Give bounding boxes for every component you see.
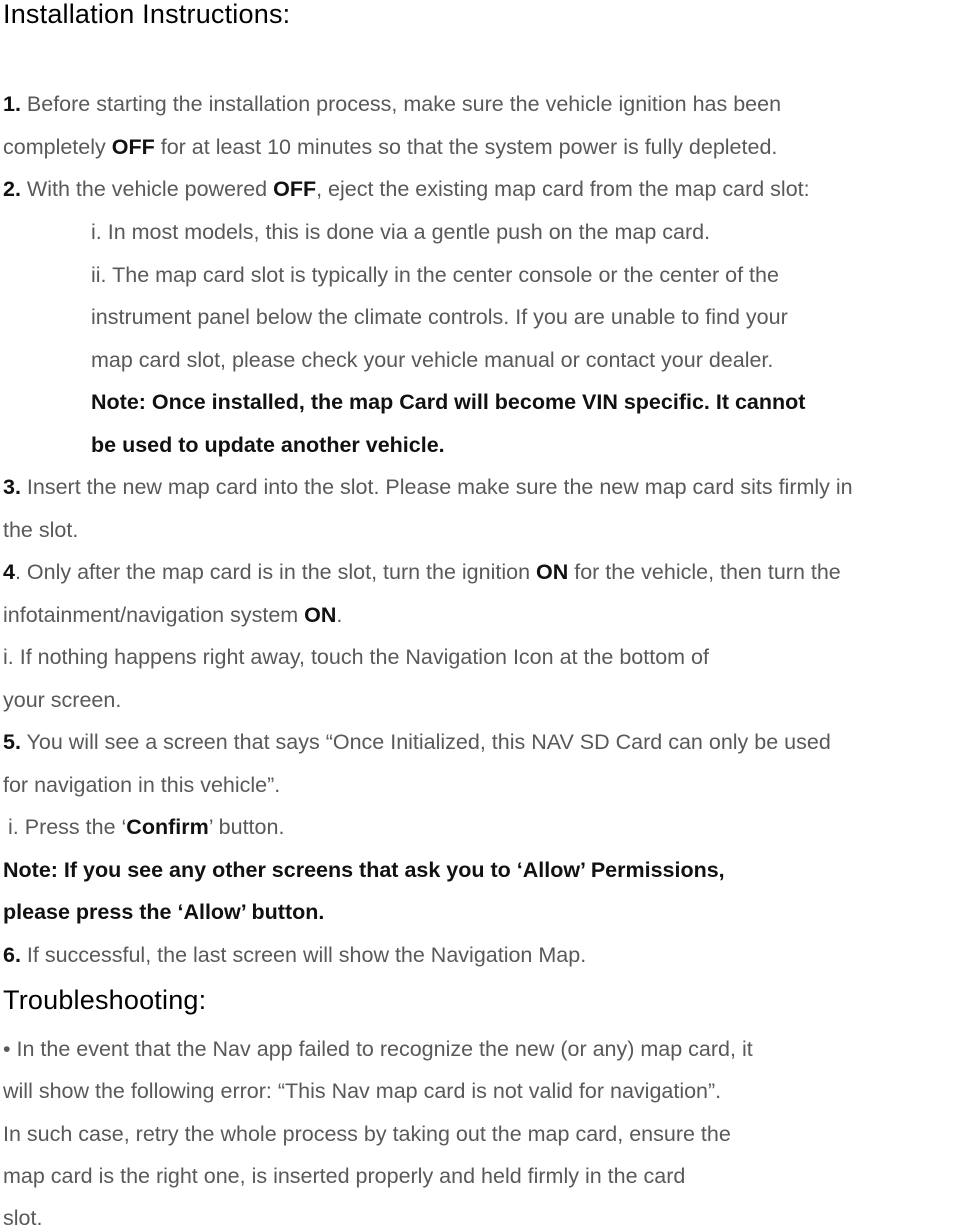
step-2-line-1 [3, 175, 810, 203]
step-5-text: You will see a screen that says “Once Initialized, this NAV SD Card can only be used [20, 730, 831, 754]
troubleshooting-heading: Troubleshooting: [3, 985, 207, 1015]
installation-heading: Installation Instructions: [3, 0, 291, 29]
step-3-text: Insert the new map card into the slot. Please make sure the new map card sits firmly in [20, 475, 853, 499]
step-1-line-2 [3, 133, 777, 161]
step-5-line-2: for navigation in this vehicle”. [3, 773, 281, 797]
step-2-text-c: , eject the existing map card from the map card slot: [316, 177, 810, 201]
step-2-sub-i: i. In most models, this is done via a gentle push on the map card. [91, 220, 711, 244]
step-3-number: 3. [3, 475, 21, 499]
step-1-text-c: for at least 10 minutes so that the system power is fully depleted. [154, 135, 778, 159]
step-4-text-e: . [336, 603, 343, 627]
confirm-emphasis: Confirm [126, 815, 209, 839]
step-1-text-a: completely [3, 135, 112, 159]
step-4-text-a: . Only after the map card is in the slot, turn the ignition [14, 560, 537, 584]
troubleshooting-line-2: will show the following error: “This Nav map card is not valid for navigation”. [3, 1079, 722, 1103]
step-4-sub-i-line-1: i. If nothing happens right away, touch the Navigation Icon at the bottom of [3, 645, 709, 669]
step-5-note-line-1: Note: If you see any other screens that ask you to ‘Allow’ Permissions, [3, 858, 725, 882]
step-2-note-line-2: be used to update another vehicle. [91, 433, 445, 457]
step-2-sub-ii-line-3: map card slot, please check your vehicle manual or contact your dealer. [91, 348, 774, 372]
step-4-number: 4 [3, 560, 15, 584]
step-4-line-1 [3, 558, 841, 586]
step-6-line-1 [3, 941, 586, 969]
step-1-number: 1. [3, 92, 21, 116]
step-3-line-1 [3, 473, 853, 501]
step-2-sub-ii-line-2: instrument panel below the climate controls. If you are unable to find your [91, 305, 788, 329]
step-4-on-emphasis: ON [536, 560, 569, 584]
step-2-off-emphasis: OFF [273, 177, 317, 201]
troubleshooting-line-4: map card is the right one, is inserted properly and held firmly in the card [3, 1164, 686, 1188]
step-4-text-d: infotainment/navigation system [3, 603, 305, 627]
step-2-sub-ii-line-1: ii. The map card slot is typically in the center console or the center of the [91, 263, 779, 287]
step-1-line-1 [3, 90, 781, 118]
step-4-text-c: for the vehicle, then turn the [568, 560, 841, 584]
step-6-text: If successful, the last screen will show the Navigation Map. [20, 943, 587, 967]
step-2-number: 2. [3, 177, 21, 201]
step-6-number: 6. [3, 943, 21, 967]
step-5-sub-text-a: i. Press the ‘ [8, 815, 127, 839]
step-1-off-emphasis: OFF [111, 135, 155, 159]
step-1-text: Before starting the installation process, make sure the vehicle ignition has been [20, 92, 782, 116]
step-4-line-2 [3, 601, 342, 629]
step-5-number: 5. [3, 730, 21, 754]
step-5-note-line-2: please press the ‘Allow’ button. [3, 900, 325, 924]
step-2-text-a: With the vehicle powered [20, 177, 274, 201]
step-5-sub-text-c: ’ button. [208, 815, 285, 839]
step-2-note-line-1: Note: Once installed, the map Card will become VIN specific. It cannot [91, 390, 806, 414]
troubleshooting-line-1: • In the event that the Nav app failed to recognize the new (or any) map card, it [3, 1037, 753, 1061]
step-5-line-1 [3, 728, 831, 756]
step-4-sub-i-line-2: your screen. [3, 688, 122, 712]
step-5-sub-i [8, 813, 284, 841]
troubleshooting-line-5: slot. [3, 1206, 43, 1230]
step-3-line-2: the slot. [3, 518, 79, 542]
troubleshooting-line-3: In such case, retry the whole process by taking out the map card, ensure the [3, 1122, 731, 1146]
step-4-on-emphasis-2: ON [304, 603, 337, 627]
